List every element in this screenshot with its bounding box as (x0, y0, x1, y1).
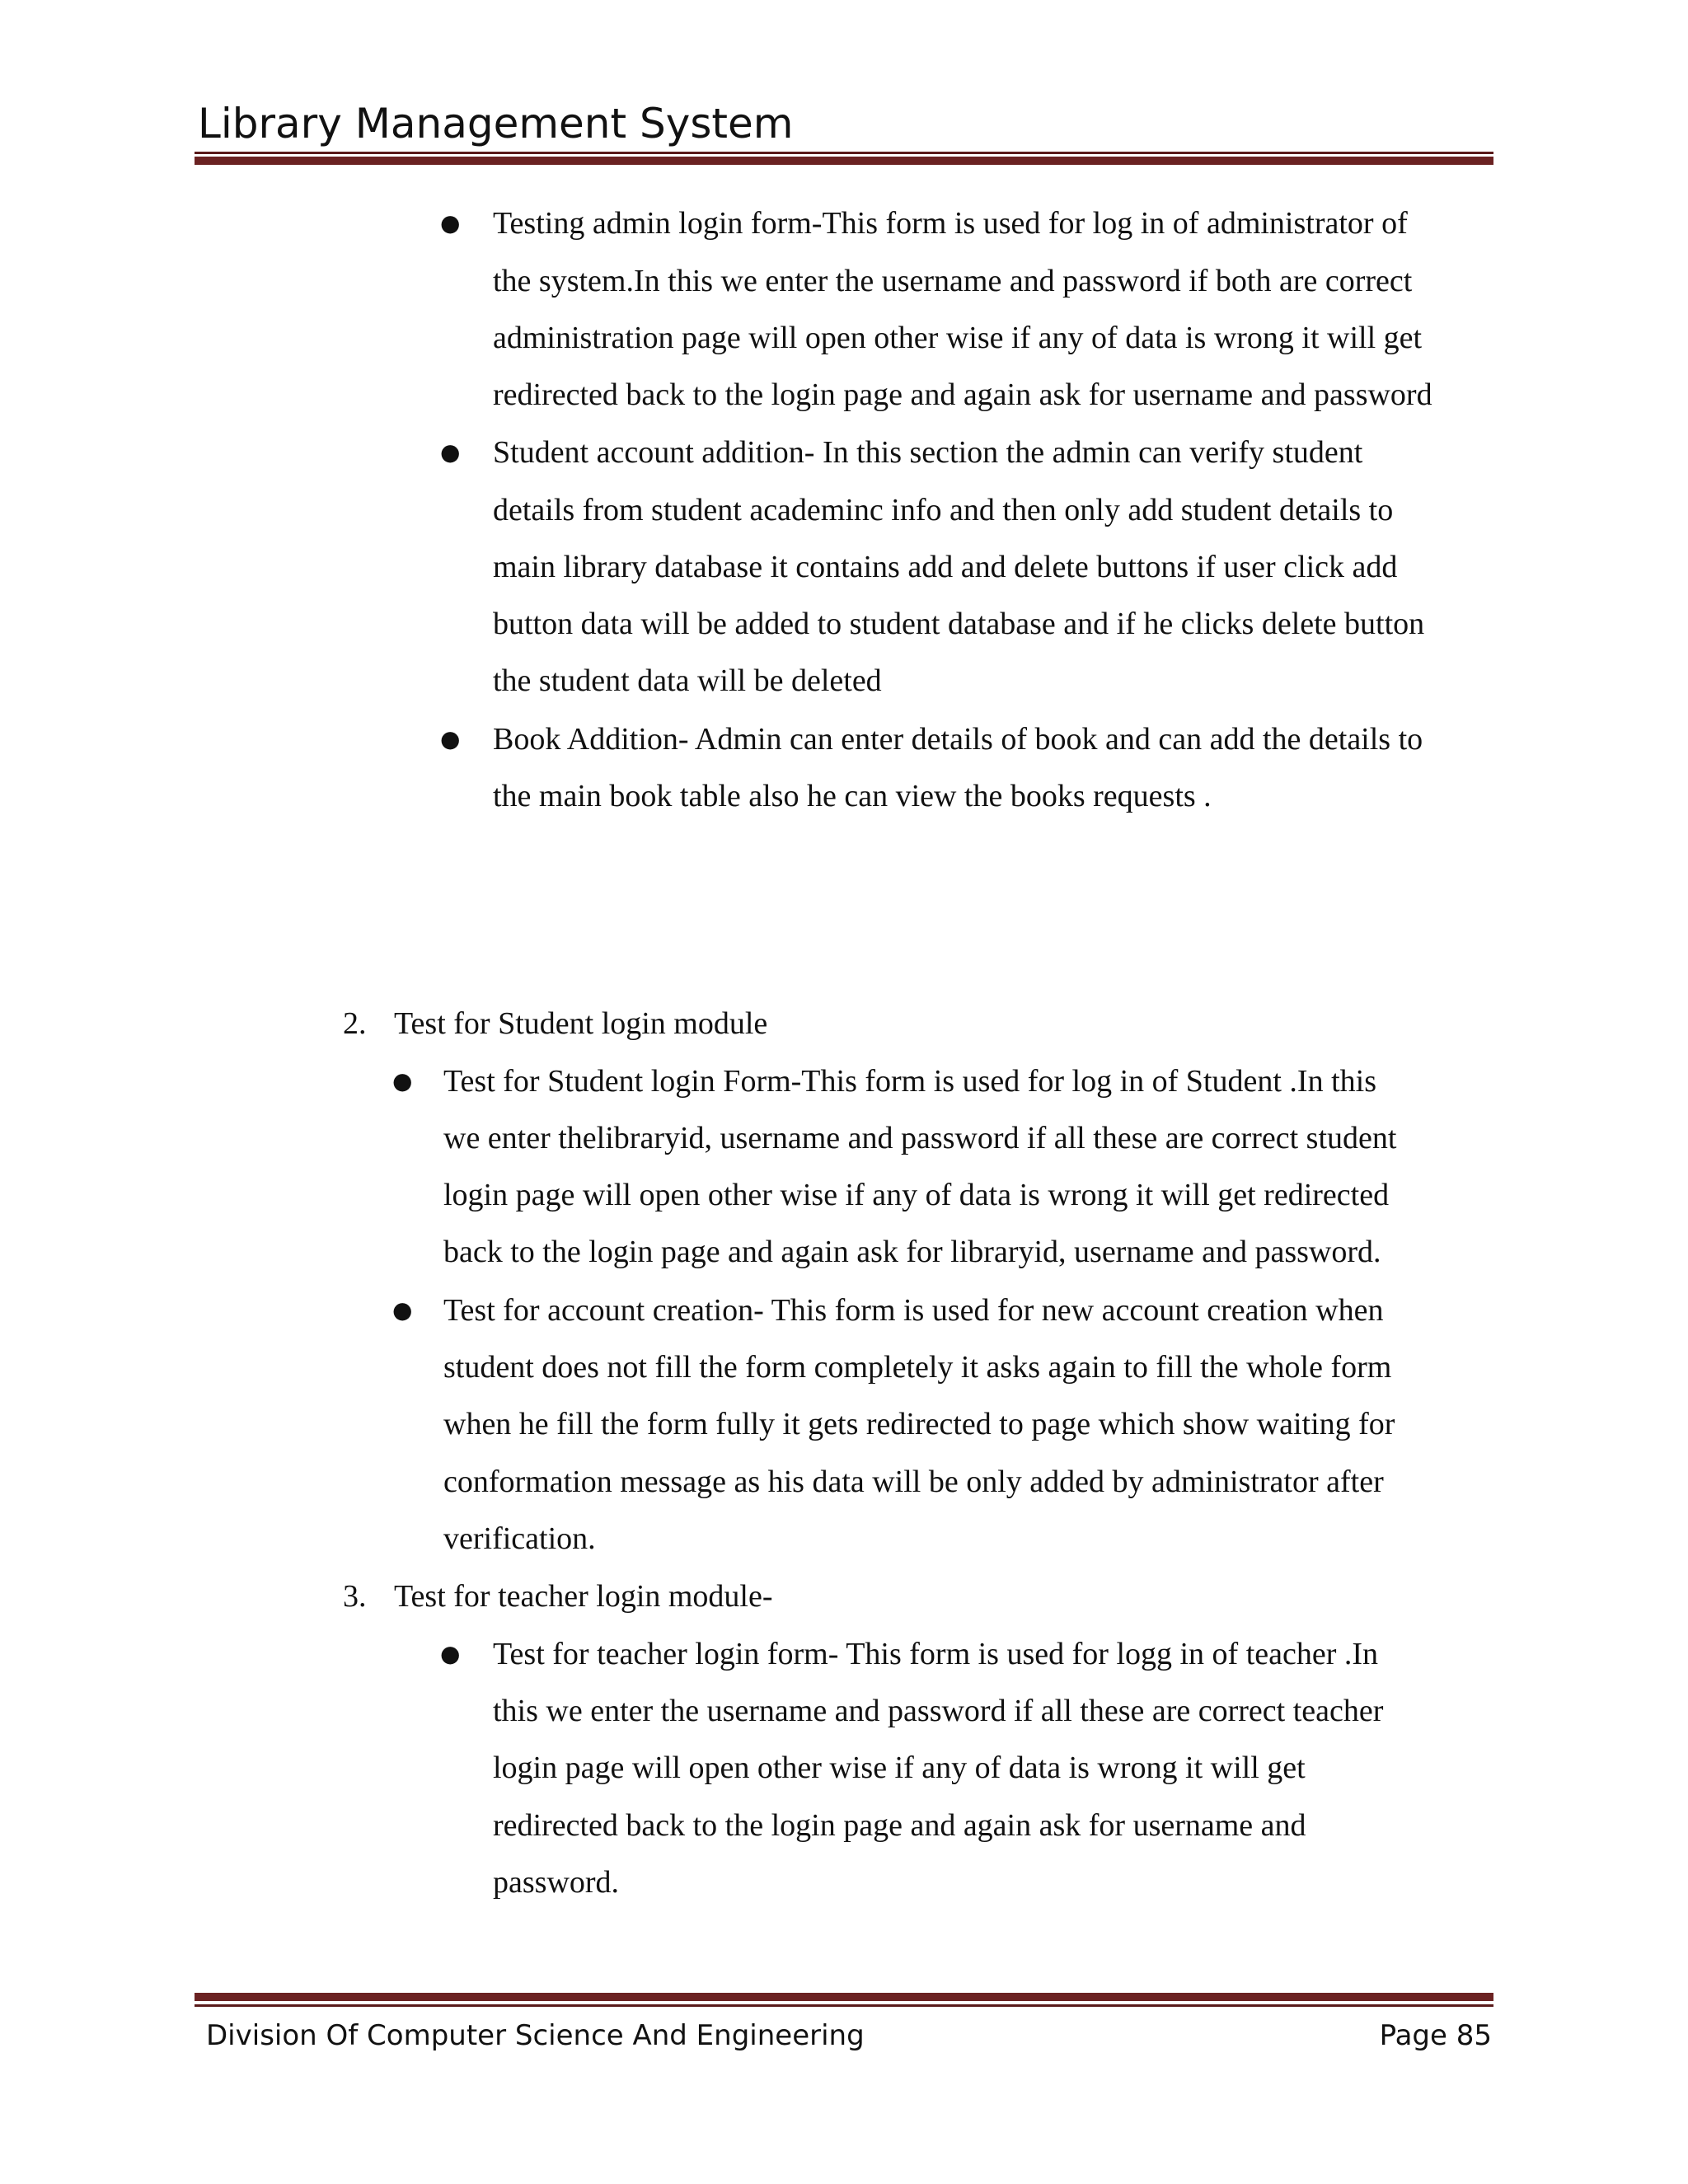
header-rule-thick (195, 157, 1493, 165)
paragraph-line: verification. (443, 1521, 596, 1556)
footer-division: Division Of Computer Science And Engineering (206, 2019, 865, 2052)
bullet-marker: ● (392, 1296, 413, 1324)
paragraph-line: the main book table also he can view the books requests . (493, 779, 1212, 813)
paragraph-line: redirected back to the login page and again ask for username and password (493, 377, 1432, 412)
paragraph-line: conformation message as his data will be only added by administrator after (443, 1465, 1384, 1499)
paragraph-line: login page will open other wise if any of data is wrong it will get (493, 1750, 1306, 1785)
paragraph-line: Student account addition- In this section the admin can verify student (493, 435, 1363, 470)
paragraph-line: redirected back to the login page and again ask for username and (493, 1808, 1306, 1843)
paragraph-line: button data will be added to student database and if he clicks delete button (493, 607, 1425, 641)
paragraph-line: the student data will be deleted (493, 663, 882, 698)
header-rule-thin (195, 152, 1493, 154)
paragraph-line: student does not fill the form completely it asks again to fill the whole form (443, 1350, 1392, 1385)
paragraph-line: Test for account creation- This form is used for new account creation when (443, 1293, 1384, 1328)
section-heading: Test for Student login module (394, 1006, 768, 1041)
section-heading: Test for teacher login module- (394, 1579, 773, 1614)
paragraph-line: we enter thelibraryid, username and password if all these are correct student (443, 1121, 1397, 1155)
footer-rule-thin (195, 2004, 1493, 2007)
paragraph-line: back to the login page and again ask for libraryid, username and password. (443, 1235, 1381, 1269)
paragraph-line: Test for teacher login form- This form is used for logg in of teacher .In (493, 1637, 1379, 1671)
paragraph-line: login page will open other wise if any of data is wrong it will get redirected (443, 1178, 1390, 1212)
paragraph-line: this we enter the username and password if all these are correct teacher (493, 1694, 1384, 1728)
bullet-marker: ● (440, 725, 461, 752)
page-header-title: Library Management System (198, 100, 794, 148)
paragraph-line: main library database it contains add and delete buttons if user click add (493, 550, 1398, 584)
paragraph-line: Test for Student login Form-This form is used for log in of Student .In this (443, 1064, 1376, 1099)
paragraph-line: the system.In this we enter the username and password if both are correct (493, 264, 1413, 298)
bullet-marker: ● (440, 1640, 461, 1667)
bullet-marker: ● (392, 1067, 413, 1094)
section-number: 2. (343, 1006, 367, 1041)
paragraph-line: Testing admin login form-This form is used for log in of administrator of (493, 206, 1408, 241)
paragraph-line: password. (493, 1865, 620, 1900)
footer-rule-thick (195, 1993, 1493, 2001)
paragraph-line: when he fill the form fully it gets redirected to page which show waiting for (443, 1407, 1395, 1441)
paragraph-line: administration page will open other wise if any of data is wrong it will get (493, 321, 1423, 355)
page-number: Page 85 (1379, 2019, 1492, 2052)
paragraph-line: details from student academinc info and then only add student details to (493, 493, 1394, 527)
bullet-marker: ● (440, 209, 461, 237)
section-number: 3. (343, 1579, 367, 1614)
paragraph-line: Book Addition- Admin can enter details of book and can add the details to (493, 722, 1423, 757)
bullet-marker: ● (440, 438, 461, 466)
